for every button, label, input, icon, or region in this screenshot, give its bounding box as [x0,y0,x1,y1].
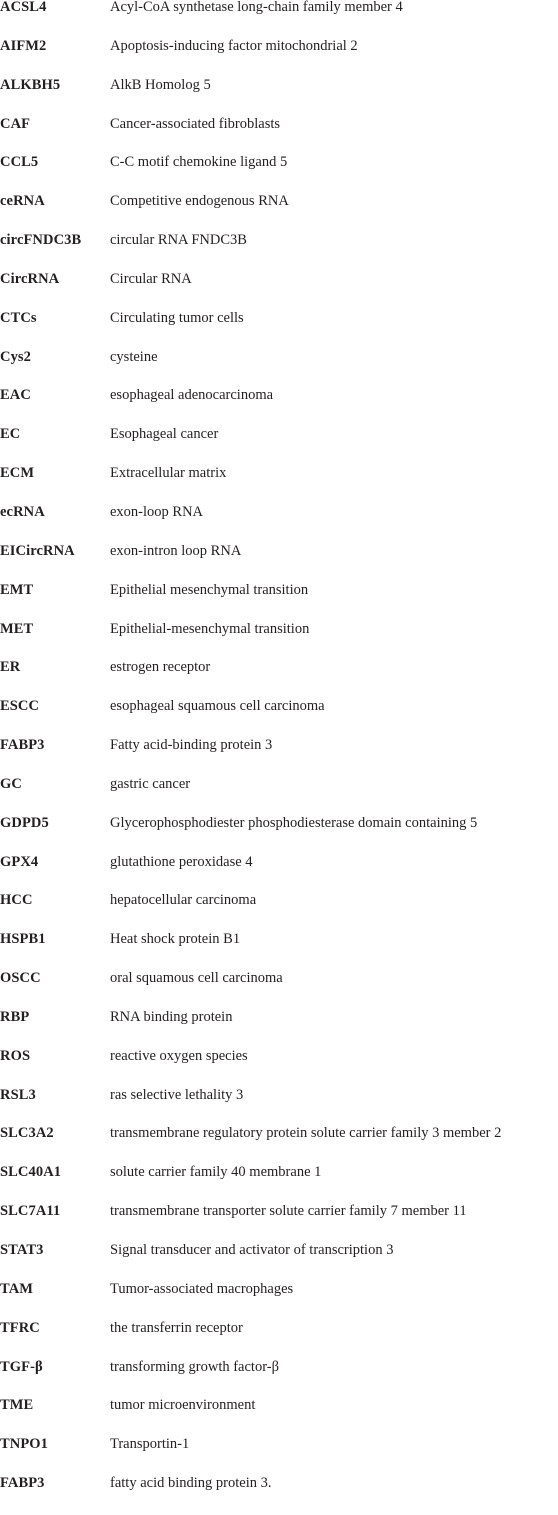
abbreviation-term: CircRNA [0,270,60,287]
abbreviation-definition: transmembrane transporter solute carrier family 7 member 11 [110,1203,467,1220]
abbreviation-row [0,971,558,1010]
abbreviation-term: HCC [0,892,33,909]
abbreviation-definition: tumor microenvironment [110,1397,256,1414]
abbreviation-row [0,350,558,389]
abbreviation-row [0,777,558,816]
abbreviation-term: ESCC [0,698,40,715]
abbreviation-term: ECM [0,465,35,482]
abbreviation-row [0,855,558,894]
abbreviation-row [0,738,558,777]
abbreviation-term: EC [0,426,21,443]
abbreviation-term: OSCC [0,970,41,987]
abbreviation-row [0,427,558,466]
abbreviation-row [0,1398,558,1437]
abbreviation-definition: C-C motif chemokine ligand 5 [110,154,288,171]
abbreviation-definition: Extracellular matrix [110,465,227,482]
abbreviation-definition: ras selective lethality 3 [110,1086,244,1103]
abbreviation-row [0,1126,558,1165]
abbreviation-row [0,272,558,311]
abbreviation-row [0,311,558,350]
abbreviation-definition: RNA binding protein [110,1008,233,1025]
abbreviation-term: TME [0,1397,34,1414]
abbreviation-row [0,78,558,117]
abbreviation-row [0,155,558,194]
abbreviation-term: EMT [0,581,34,598]
abbreviation-row [0,117,558,156]
abbreviation-row [0,233,558,272]
abbreviation-definition: Circulating tumor cells [110,309,244,326]
abbreviation-definition: Esophageal cancer [110,426,219,443]
abbreviation-definition: esophageal squamous cell carcinoma [110,698,325,715]
abbreviation-row [0,194,558,233]
abbreviation-term: HSPB1 [0,931,46,948]
abbreviation-term: Cys2 [0,348,32,365]
abbreviation-term: CCL5 [0,154,39,171]
abbreviation-term: circFNDC3B [0,232,82,249]
abbreviation-row [0,1049,558,1088]
abbreviation-definition: cysteine [110,348,158,365]
abbreviation-definition: Competitive endogenous RNA [110,193,289,210]
abbreviation-row [0,0,558,39]
abbreviation-definition: Epithelial mesenchymal transition [110,581,309,598]
abbreviation-term: TFRC [0,1319,40,1336]
abbreviation-definition: oral squamous cell carcinoma [110,970,283,987]
abbreviation-term: EICircRNA [0,542,75,559]
abbreviation-term: GPX4 [0,853,39,870]
abbreviation-row [0,660,558,699]
abbreviation-term: GDPD5 [0,814,49,831]
abbreviation-row [0,39,558,78]
abbreviation-definition: esophageal adenocarcinoma [110,387,274,404]
abbreviation-definition: transmembrane regulatory protein solute carrier family 3 member 2 [110,1125,502,1142]
abbreviation-definition: Tumor-associated macrophages [110,1280,294,1297]
abbreviation-definition: gastric cancer [110,775,191,792]
abbreviation-definition: glutathione peroxidase 4 [110,853,253,870]
abbreviation-term: TNPO1 [0,1436,49,1453]
abbreviation-definition: the transferrin receptor [110,1319,243,1336]
abbreviation-row [0,699,558,738]
abbreviation-term: FABP3 [0,1475,45,1492]
abbreviation-row [0,544,558,583]
abbreviation-term: FABP3 [0,737,45,754]
abbreviation-term: AIFM2 [0,37,47,54]
abbreviation-row [0,1282,558,1321]
abbreviation-term: TAM [0,1280,34,1297]
abbreviation-definition: AlkB Homolog 5 [110,76,211,93]
abbreviation-term: CTCs [0,309,37,326]
abbreviation-row [0,622,558,661]
abbreviation-term: RSL3 [0,1086,36,1103]
abbreviation-row [0,388,558,427]
abbreviation-term: SLC40A1 [0,1164,62,1181]
abbreviation-term: ecRNA [0,503,45,520]
abbreviation-row [0,816,558,855]
abbreviation-definition: circular RNA FNDC3B [110,232,247,249]
abbreviation-definition: solute carrier family 40 membrane 1 [110,1164,322,1181]
abbreviation-term: STAT3 [0,1242,44,1258]
abbreviation-term: ALKBH5 [0,76,61,93]
abbreviation-definition: Circular RNA [110,270,192,287]
abbreviation-definition: exon-loop RNA [110,503,204,520]
abbreviation-row [0,1204,558,1243]
abbreviation-term: TGF-β [0,1358,43,1375]
abbreviation-definition: Transportin-1 [110,1436,190,1453]
abbreviation-row [0,505,558,544]
abbreviation-row [0,1243,558,1282]
abbreviation-definition: Epithelial-mesenchymal transition [110,620,310,637]
abbreviation-row [0,1476,558,1515]
abbreviation-row [0,932,558,971]
abbreviation-row [0,1321,558,1360]
abbreviation-definition: fatty acid binding protein 3. [110,1475,272,1492]
abbreviation-row [0,893,558,932]
abbreviation-row [0,1165,558,1204]
abbreviation-definition: Apoptosis-inducing factor mitochondrial 2 [110,37,358,54]
abbreviation-definition: Cancer-associated fibroblasts [110,115,281,132]
abbreviation-definition: Signal transducer and activator of transcription 3 [110,1242,394,1258]
abbreviation-term: GC [0,775,22,792]
abbreviation-term: MET [0,620,34,637]
abbreviation-definition: hepatocellular carcinoma [110,892,257,909]
abbreviation-term: SLC7A11 [0,1203,61,1220]
abbreviation-term: ROS [0,1047,31,1064]
abbreviation-term: EAC [0,387,31,404]
abbreviation-term: CAF [0,115,31,132]
abbreviation-row [0,583,558,622]
abbreviation-definition: exon-intron loop RNA [110,542,242,559]
abbreviation-term: RBP [0,1008,30,1025]
abbreviation-row [0,1360,558,1399]
abbreviation-definition: Glycerophosphodiester phosphodiesterase domain containing 5 [110,814,478,831]
abbreviation-row [0,1437,558,1476]
abbreviation-row [0,1010,558,1049]
abbreviation-definition: transforming growth factor-β [110,1358,279,1375]
abbreviation-term: ceRNA [0,193,45,210]
abbreviation-definition: Heat shock protein B1 [110,931,241,948]
abbreviation-term: SLC3A2 [0,1125,54,1142]
abbreviation-definition: Acyl-CoA synthetase long-chain family member 4 [110,0,403,15]
abbreviation-term: ER [0,659,21,676]
abbreviation-term: ACSL4 [0,0,47,15]
abbreviation-definition: reactive oxygen species [110,1047,248,1064]
abbreviation-row [0,1088,558,1127]
abbreviation-definition: estrogen receptor [110,659,211,676]
abbreviation-definition: Fatty acid-binding protein 3 [110,737,273,754]
abbreviation-row [0,466,558,505]
